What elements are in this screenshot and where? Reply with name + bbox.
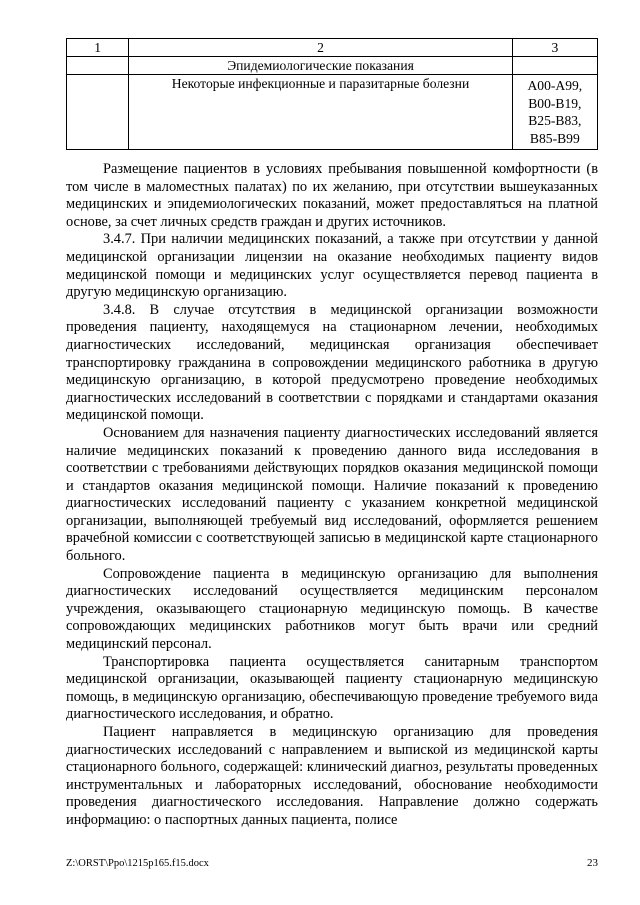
paragraph: Транспортировка пациента осуществляется санитарным транспортом медицинской организации, оказывающей пациенту стационарную медицинскую помощь, в медицинскую организацию, обеспечивающую проведение требуемого вида диагностического исследования, и обратно. xyxy=(66,653,598,723)
table-row xyxy=(67,75,598,150)
page-number: 23 xyxy=(587,857,598,869)
diagnosis-table xyxy=(66,38,598,150)
table-section-row xyxy=(67,57,598,75)
icd-code: В00-В19, xyxy=(528,95,582,111)
paragraph: 3.4.8. В случае отсутствия в медицинской организации возможности проведения пациенту, находящемуся на стационарном лечении, необходимых диагностических исследований, медицинская организация обеспечивает транспортировку гражданина в сопровождении медицинского работника в другую медицинскую организацию, в которой предусмотрено проведение необходимых диагностических исследований в соответствии с порядками и стандартами оказания медицинской помощи. xyxy=(66,301,598,424)
icd-code: В25-В83, xyxy=(528,113,582,128)
paragraph: Размещение пациентов в условиях пребывания повышенной комфортности (в том числе в маломестных палатах) по их желанию, при отсутствии вышеуказанных медицинских и эпидемиологических показаний, может предоставляться на платной основе, за счет личных средств граждан и других источников. xyxy=(66,161,598,230)
paragraph: Пациент направляется в медицинскую организацию для проведения диагностических исследований с направлением и выпиской из медицинской карты стационарного больного, содержащей: клинический диагноз, результаты проведенных инструментальных и лабораторных исследований, обоснование необходимости проведения диагностического исследования. Направление должно содержать информацию: о паспортных данных пациента, полисе xyxy=(66,724,598,828)
table-cell xyxy=(512,57,597,75)
disease-group-cell: Некоторые инфекционные и паразитарные болезни xyxy=(129,75,512,150)
icd-codes-cell xyxy=(512,75,597,150)
footer-file-path: Z:\ORST\Ppo\1215p165.f15.docx xyxy=(66,858,209,869)
paragraph: Основанием для назначения пациенту диагностических исследований является наличие медицинских показаний к проведению данного вида исследования в соответствии с требованиями действующих порядков оказания медицинской помощи и стандартов оказания медицинской помощи. Наличие показаний к проведению диагностических исследований пациенту с указанием конкретной медицинской организации, выполняющей требуемый вид исследований, оформляется решением врачебной комиссии с соответствующей записью в медицинской карте стационарного больного. xyxy=(66,424,598,565)
table-header-row xyxy=(67,39,598,57)
table-header-cell: 3 xyxy=(512,39,597,57)
paragraph: Сопровождение пациента в медицинскую организацию для выполнения диагностических исследований осуществляется медицинским персоналом учреждения, оказывающего стационарную медицинскую помощь. В качестве сопровождающих медицинских работников могут быть врачи или средний медицинский персонал. xyxy=(66,565,598,653)
icd-code: А00-А99, xyxy=(527,78,583,93)
paragraph: 3.4.7. При наличии медицинских показаний, а также при отсутствии у данной медицинской организации лицензии на оказание необходимых пациенту видов медицинской помощи и медицинских услуг осуществляется перевод пациента в другую медицинскую организацию. xyxy=(66,231,598,301)
table-header-cell: 1 xyxy=(67,39,129,57)
table-cell xyxy=(67,57,129,75)
body-text xyxy=(66,161,598,830)
icd-code: В85-В99 xyxy=(529,130,580,146)
section-label: Эпидемиологические показания xyxy=(129,57,512,75)
table-cell xyxy=(67,75,129,150)
table-header-cell: 2 xyxy=(129,39,512,57)
